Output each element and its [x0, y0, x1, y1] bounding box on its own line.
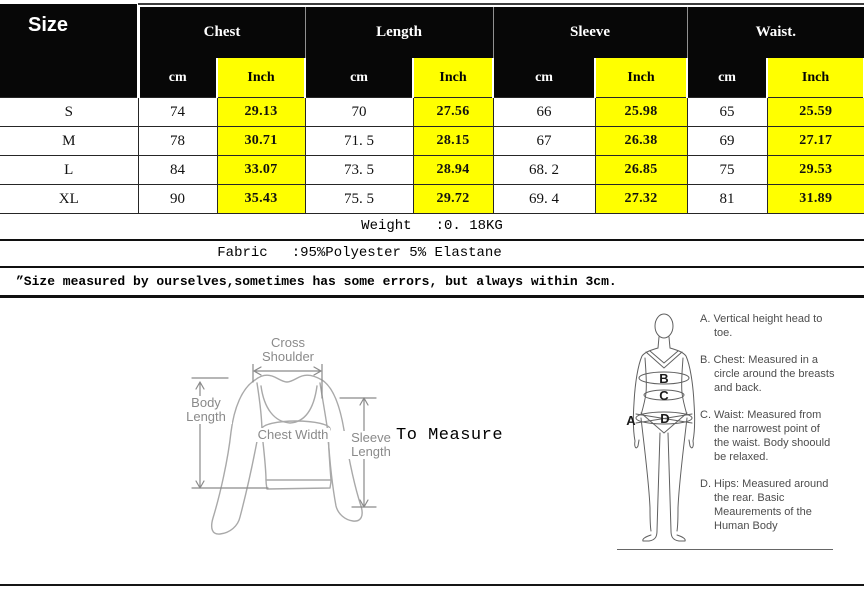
body-label-c: C: [659, 388, 669, 403]
size-cell: M: [0, 127, 138, 156]
sleeve-inch-header: Inch: [595, 58, 687, 98]
measure-note-d: D. Hips: Measured around the rear. Basic Meaurements of the Human Body: [700, 478, 829, 532]
chest-cm-cell: 74: [138, 98, 217, 127]
cross-shoulder-label: Cross Shoulder: [246, 336, 330, 364]
body-label-a: A: [626, 413, 636, 428]
chest-inch-cell: 30.71: [217, 127, 305, 156]
chest-inch-cell: 29.13: [217, 98, 305, 127]
fabric-value: :95%Polyester 5% Elastane: [291, 245, 502, 261]
length-inch-cell: 27.56: [413, 98, 493, 127]
length-inch-cell: 28.15: [413, 127, 493, 156]
length-cm-header: cm: [305, 58, 413, 98]
chest-width-label: Chest Width: [257, 427, 329, 442]
table-row-m: [0, 127, 864, 156]
size-header: Size: [0, 4, 138, 98]
measure-notes: [700, 312, 836, 546]
sleeve-cm-cell: 66: [493, 98, 595, 127]
fabric-label: Fabric: [217, 245, 268, 261]
size-table: [0, 0, 864, 214]
table-row-s: [0, 98, 864, 127]
sleeve-inch-cell: 26.85: [595, 156, 687, 185]
sleeve-inch-cell: 25.98: [595, 98, 687, 127]
body-figure-icon: [605, 303, 710, 548]
sleeve-length-label: Sleeve Length: [338, 431, 404, 459]
to-measure-title: To Measure: [396, 426, 504, 445]
length-cm-cell: 71. 5: [305, 127, 413, 156]
chest-inch-header: Inch: [217, 58, 305, 98]
chest-cm-cell: 78: [138, 127, 217, 156]
waist-inch-cell: 25.59: [767, 98, 864, 127]
sleeve-cm-cell: 67: [493, 127, 595, 156]
table-row-l: [0, 156, 864, 185]
size-cell: S: [0, 98, 138, 127]
chest-cm-header: cm: [138, 58, 217, 98]
waist-cm-header: cm: [687, 58, 767, 98]
waist-cm-cell: 75: [687, 156, 767, 185]
waist-cm-cell: 69: [687, 127, 767, 156]
sleeve-cm-cell: 69. 4: [493, 185, 595, 214]
header-sleeve: Sleeve: [493, 4, 687, 59]
measure-note-b: B. Chest: Measured in a circle around the breasts and back.: [700, 354, 835, 394]
size-cell: XL: [0, 185, 138, 214]
waist-cm-cell: 81: [687, 185, 767, 214]
waist-cm-cell: 65: [687, 98, 767, 127]
header-group-row: [0, 4, 864, 59]
sleeve-inch-cell: 26.38: [595, 127, 687, 156]
bottom-border: [0, 584, 864, 586]
waist-inch-cell: 27.17: [767, 127, 864, 156]
length-cm-cell: 75. 5: [305, 185, 413, 214]
length-cm-cell: 73. 5: [305, 156, 413, 185]
chest-inch-cell: 35.43: [217, 185, 305, 214]
header-length: Length: [305, 4, 493, 59]
measure-note-a: A. Vertical height head to toe.: [700, 313, 823, 339]
header-top-border: [138, 3, 864, 5]
body-label-d: D: [660, 411, 670, 426]
sleeve-cm-header: cm: [493, 58, 595, 98]
fabric-row: [0, 241, 864, 268]
figure-underline: [617, 549, 833, 550]
header-chest: Chest: [138, 4, 305, 59]
waist-inch-cell: 31.89: [767, 185, 864, 214]
waist-inch-header: Inch: [767, 58, 864, 98]
sleeve-cm-cell: 68. 2: [493, 156, 595, 185]
size-note: ”Size measured by ourselves,sometimes has some errors, but always within 3cm.: [0, 268, 864, 298]
size-cell: L: [0, 156, 138, 185]
weight-value: :0. 18KG: [435, 218, 503, 234]
weight-row: [0, 214, 864, 241]
length-inch-cell: 28.94: [413, 156, 493, 185]
chest-cm-cell: 90: [138, 185, 217, 214]
body-label-b: B: [659, 371, 669, 386]
length-inch-header: Inch: [413, 58, 493, 98]
waist-inch-cell: 29.53: [767, 156, 864, 185]
weight-label: Weight: [361, 218, 412, 234]
chest-cm-cell: 84: [138, 156, 217, 185]
length-inch-cell: 29.72: [413, 185, 493, 214]
body-length-label: Body Length: [180, 396, 232, 424]
chest-inch-cell: 33.07: [217, 156, 305, 185]
measure-note-c: C. Waist: Measured from the narrowest point of the waist. Body shoould be relaxed.: [700, 409, 831, 463]
sleeve-inch-cell: 27.32: [595, 185, 687, 214]
header-waist: Waist.: [687, 4, 864, 59]
length-cm-cell: 70: [305, 98, 413, 127]
table-row-xl: [0, 185, 864, 214]
